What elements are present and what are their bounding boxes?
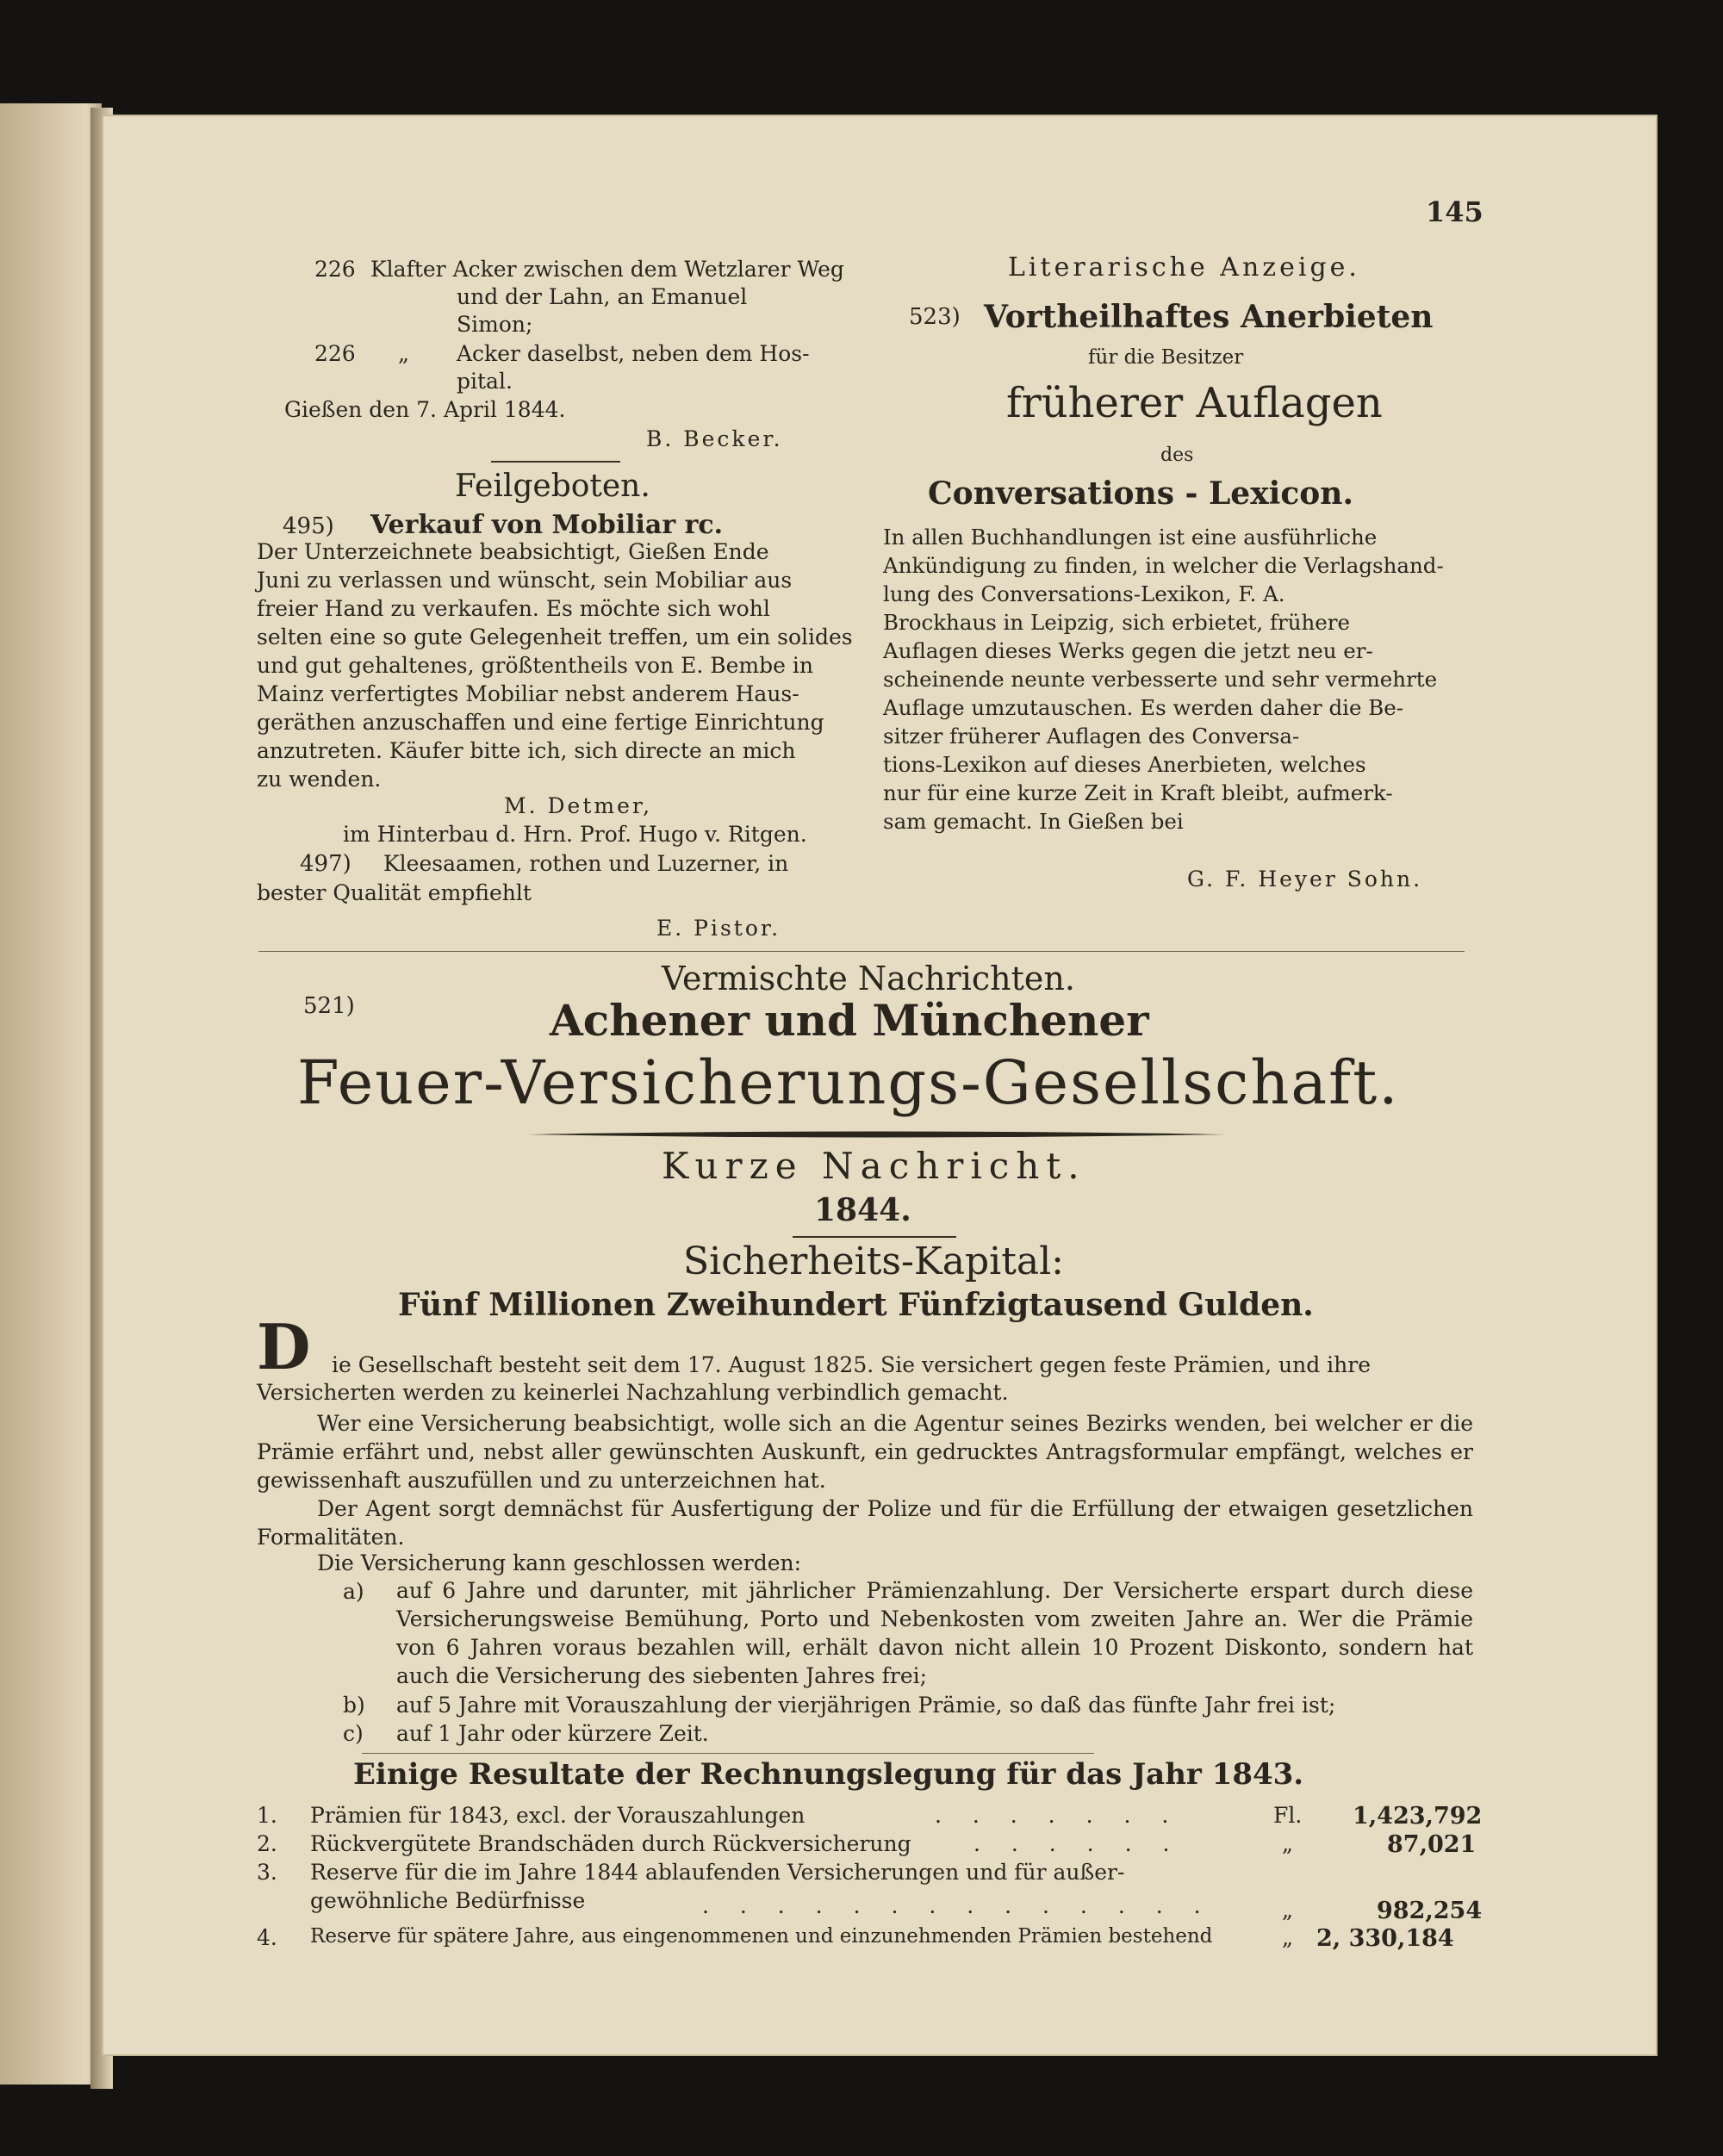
result-1-number: 1. [257, 1803, 277, 1828]
result-1-amount: 1,423,792 [1353, 1803, 1483, 1830]
result-1-currency: Fl. [1273, 1803, 1303, 1828]
capital-amount: Fünf Millionen Zweihundert Fünfzigtausend Gulden. [398, 1287, 1314, 1323]
ad523-line: Auflage umzutauschen. Es werden daher die Be- [883, 695, 1404, 720]
ad-523-sub2: früherer Auflagen [1006, 379, 1383, 427]
entry-226b-mark: „ [398, 341, 409, 366]
ad523-line: lung des Conversations-Lexikon, F. A. [883, 581, 1285, 606]
option-a-text: auf 6 Jahre und darunter, mit jährlicher Prämienzahlung. Der Versicherte erspart durch diese Versicherungsweise Bemühung, Porto und Nebenkosten vom zweiten Jahre an. Wer die Prämie von 6 Jahren voraus bezahlen will, erhält davon nicht allein 10 Prozent Diskonto, sondern hat auch die Versicherung des siebenten Jahres frei; [396, 1578, 1473, 1688]
result-2-amount: 87,021 [1387, 1831, 1477, 1858]
result-1-text: Prämien für 1843, excl. der Vorauszahlungen [310, 1803, 806, 1828]
short-rule [491, 461, 620, 463]
result-3-dots: . . . . . . . . . . . . . . [702, 1893, 1213, 1918]
ad495-line: zu wenden. [257, 767, 382, 792]
paragraph-1-first-line: ie Gesellschaft besteht seit dem 17. August 1825. Sie versichert gegen feste Prämien, und ihre [332, 1352, 1372, 1377]
result-4-currency: „ [1282, 1925, 1293, 1950]
result-4-text: Reserve für spätere Jahre, aus eingenommenen und einzunehmenden Prämien bestehend [310, 1925, 1213, 1948]
entry-226b-line2: pital. [457, 369, 513, 394]
ad495-line: Mainz verfertigtes Mobiliar nebst anderem Haus- [257, 681, 799, 706]
drop-cap: D [257, 1310, 311, 1383]
entry-226a-number: 226 [314, 257, 356, 282]
ad-495-signer: M. Detmer, [504, 793, 653, 818]
results-top-rule [362, 1753, 1094, 1754]
ad523-line: tions-Lexikon auf dieses Anerbieten, welches [883, 752, 1366, 777]
paragraph-4: Die Versicherung kann geschlossen werden: [317, 1550, 802, 1575]
option-a-label: a) [343, 1579, 364, 1604]
ad-497-number: 497) [300, 851, 351, 877]
result-2-number: 2. [257, 1831, 277, 1856]
notice-title-1: Achener und Münchener [550, 995, 1149, 1046]
notice-year: 1844. [814, 1192, 911, 1228]
capital-heading: Sicherheits-Kapital: [683, 1240, 1064, 1283]
ad-523-title: Vortheilhaftes Anerbieten [984, 299, 1434, 335]
ad495-line: geräthen anzuschaffen und eine fertige Einrichtung [257, 710, 824, 735]
option-b-text: auf 5 Jahre mit Vorauszahlung der vierjährigen Prämie, so daß das fünfte Jahr frei ist; [396, 1693, 1336, 1718]
result-2-dots: . . . . . . [973, 1831, 1182, 1856]
ad495-line: Juni zu verlassen und wünscht, sein Mobiliar aus [257, 568, 793, 593]
year-underline [793, 1236, 956, 1238]
ad-523-number: 523) [909, 304, 961, 330]
facing-page-edge [0, 103, 102, 2085]
notice-subtitle: Kurze Nachricht. [662, 1145, 1086, 1187]
result-4-amount: 2, 330,184 [1316, 1925, 1454, 1952]
result-1-dots: . . . . . . . [935, 1803, 1181, 1828]
result-3-text-2: gewöhnliche Bedürfnisse [310, 1888, 586, 1913]
results-heading: Einige Resultate der Rechnungslegung für das Jahr 1843. [353, 1757, 1304, 1792]
section-heading-literarische: Literarische Anzeige. [1008, 252, 1360, 283]
ad-523-sub4: Conversations - Lexicon. [928, 475, 1353, 512]
notice-number: 521) [303, 993, 355, 1019]
entry-226a-line3: Simon; [457, 312, 533, 337]
entry-226a-line2: und der Lahn, an Emanuel [457, 284, 748, 309]
result-2-text: Rückvergütete Brandschäden durch Rückversicherung [310, 1831, 911, 1856]
notice-title-2: Feuer-Versicherungs-Gesellschaft. [297, 1047, 1400, 1118]
result-3-number: 3. [257, 1860, 277, 1885]
ad-495-address: im Hinterbau d. Hrn. Prof. Hugo v. Ritgen. [343, 822, 807, 847]
entry-226b-line1: Acker daselbst, neben dem Hos- [457, 341, 810, 366]
paragraph-2: Wer eine Versicherung beabsichtigt, wolle sich an die Agentur seines Bezirks wenden, bei welcher er die Prämie erfährt und, nebst aller gewünschten Auskunft, ein gedrucktes Antragsformular empfängt, welches er gewissenhaft auszufüllen und zu unterzeichnen hat. [257, 1411, 1473, 1493]
ad495-line: anzutreten. Käufer bitte ich, sich directe an mich [257, 738, 796, 763]
ad523-line: Ankündigung zu finden, in welcher die Verlagshand- [883, 553, 1444, 578]
ad523-line: sitzer früherer Auflagen des Conversa- [883, 724, 1300, 749]
column-separator-rule [258, 951, 1465, 952]
result-2-currency: „ [1282, 1831, 1293, 1856]
result-4-number: 4. [257, 1925, 277, 1950]
ad-497-line1: Kleesaamen, rothen und Luzerner, in [383, 851, 789, 876]
ad-497-line2: bester Qualität empfiehlt [257, 880, 532, 905]
ad495-line: freier Hand zu verkaufen. Es möchte sich wohl [257, 596, 770, 621]
result-3-text: Reserve für die im Jahre 1844 ablaufenden Versicherungen und für außer- [310, 1860, 1125, 1885]
ad495-line: und gut gehaltenes, größtentheils von E. Bembe in [257, 653, 813, 678]
ad-497-signer: E. Pistor. [656, 916, 781, 941]
option-b-label: b) [343, 1693, 365, 1718]
section-heading-vermischte: Vermischte Nachrichten. [662, 960, 1075, 997]
decorative-rule [527, 1130, 1225, 1139]
result-3-amount: 982,254 [1377, 1898, 1483, 1924]
option-c-text: auf 1 Jahr oder kürzere Zeit. [396, 1721, 709, 1746]
entry-226a-line1: Klafter Acker zwischen dem Wetzlarer Weg [370, 257, 844, 282]
date-line: Gießen den 7. April 1844. [284, 397, 566, 422]
ad523-line: scheinende neunte verbesserte und sehr vermehrte [883, 667, 1438, 692]
paragraph-3: Der Agent sorgt demnächst für Ausfertigung der Polize und für die Erfüllung der etwaigen gesetzlichen Formalitäten. [257, 1496, 1473, 1550]
result-3-currency: „ [1282, 1898, 1293, 1923]
ad523-line: nur für eine kurze Zeit in Kraft bleibt, aufmerk- [883, 780, 1393, 805]
ad-495-number: 495) [283, 513, 334, 539]
entry-226b-number: 226 [314, 341, 356, 366]
ad523-line: sam gemacht. In Gießen bei [883, 809, 1184, 834]
signature-becker: B. Becker. [646, 426, 783, 451]
ad495-line: selten eine so gute Gelegenheit treffen, um ein solides [257, 624, 853, 649]
ad523-line: Brockhaus in Leipzig, sich erbietet, frühere [883, 610, 1350, 635]
ad523-line: In allen Buchhandlungen ist eine ausführliche [883, 525, 1378, 550]
ad523-line: Auflagen dieses Werks gegen die jetzt neu er- [883, 638, 1373, 663]
page-number: 145 [1426, 196, 1484, 228]
ad-523-sub3: des [1160, 444, 1194, 466]
ad-495-title: Verkauf von Mobiliar rc. [370, 510, 724, 540]
ad-523-sub1: für die Besitzer [1088, 346, 1244, 369]
section-heading-feilgeboten: Feilgeboten. [455, 469, 650, 504]
ad495-line: Der Unterzeichnete beabsichtigt, Gießen Ende [257, 539, 769, 564]
ad-523-signer: G. F. Heyer Sohn. [1187, 867, 1423, 892]
option-c-label: c) [343, 1721, 364, 1746]
paragraph-1-rest: Versicherten werden zu keinerlei Nachzahlung verbindlich gemacht. [257, 1380, 1009, 1405]
